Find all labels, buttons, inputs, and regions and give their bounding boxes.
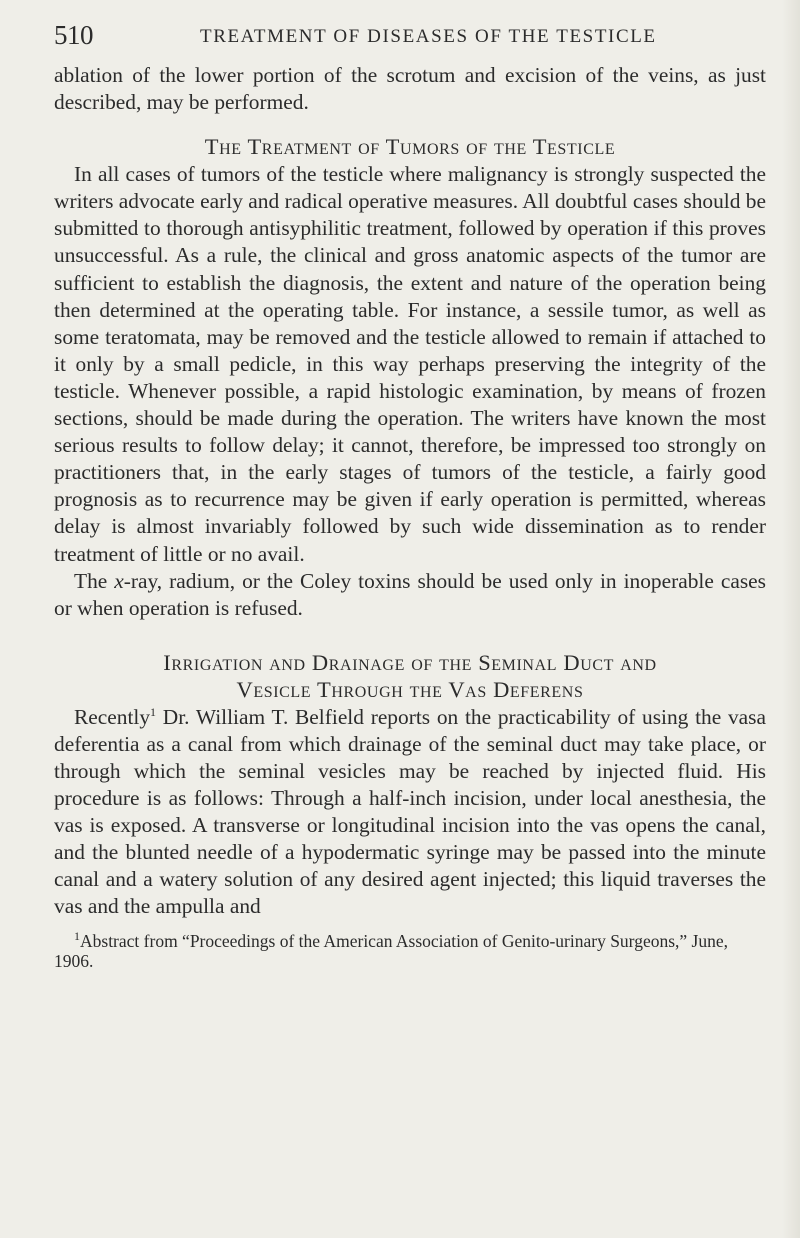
page-body bbox=[54, 62, 766, 971]
tumors-paragraph-2 bbox=[54, 568, 766, 622]
section-heading-irrigation bbox=[54, 649, 766, 703]
continued-paragraph: ablation of the lower portion of the scrotum and excision of the veins, as just described, may be performed. bbox=[54, 63, 766, 115]
tumors-paragraph-2-prefix: The bbox=[74, 568, 115, 593]
irrigation-paragraph-body: Dr. William T. Belfield reports on the practicability of using the vasa deferentia as a canal from which drainage of the seminal duct may take place, or through which the seminal vesicles may be reached by injected fluid. His procedure is as follows: Through a half-inch incision, under local anesthesia, the vas is exposed. A transverse or longitudinal incision into the vas opens the canal, and the blunted needle of a hypodermatic syringe may be passed into the minute canal and a watery solution of any desired agent injected; this liquid traverses the vas and the ampulla and bbox=[54, 704, 766, 919]
page-number: 510 bbox=[54, 20, 93, 50]
running-head: TREATMENT OF DISEASES OF THE TESTICLE bbox=[200, 26, 657, 47]
page-header bbox=[54, 20, 754, 60]
footnote-text: Abstract from “Proceedings of the American Association of Genito-urinary Surgeons,” June, 1906. bbox=[54, 930, 728, 971]
tumors-paragraph-2-rest: -ray, radium, or the Coley toxins should be used only in inoperable cases or when operation is refused. bbox=[54, 568, 766, 620]
irrigation-heading-line-2: Vesicle Through the Vas Deferens bbox=[236, 676, 584, 702]
footnote bbox=[54, 928, 766, 971]
section-heading-tumors: The Treatment of Tumors of the Testicle bbox=[204, 134, 616, 160]
irrigation-paragraph-lead: Recently bbox=[74, 704, 151, 729]
tumors-paragraph-1: In all cases of tumors of the testicle where malignancy is strongly suspected the writers advocate early and radical operative measures. All doubtful cases should be submitted to thorough antisyphilitic treatment, followed by operation if this proves unsuccessful. As a rule, the clinical and gross anatomic aspects of the tumor are sufficient to establish the diagnosis, the extent and nature of the operation being then determined at the operating table. For instance, a sessile tumor, as well as some teratomata, may be removed and the testicle allowed to remain if attached to it only by a small pedicle, in this way perhaps preserving the integrity of the testicle. Whenever possible, a rapid histologic examination, by means of frozen sections, should be made during the operation. The writers have known the most serious results to follow delay; it cannot, therefore, be impressed too strongly on practitioners that, in the early stages of tumors of the testicle, a fairly good prognosis as to recurrence may be given if early operation is permitted, whereas delay is almost invariably followed by such wide dissemination as to render treatment of little or no avail. bbox=[54, 162, 766, 566]
footnote-marker: 1 bbox=[74, 928, 80, 943]
irrigation-paragraph bbox=[54, 704, 766, 921]
irrigation-heading-line-1: Irrigation and Drainage of the Seminal Duct and bbox=[163, 649, 657, 675]
footnote-reference: 1 bbox=[150, 704, 157, 719]
xray-italic-x: x bbox=[114, 568, 124, 593]
page-edge-shadow bbox=[782, 0, 800, 1238]
